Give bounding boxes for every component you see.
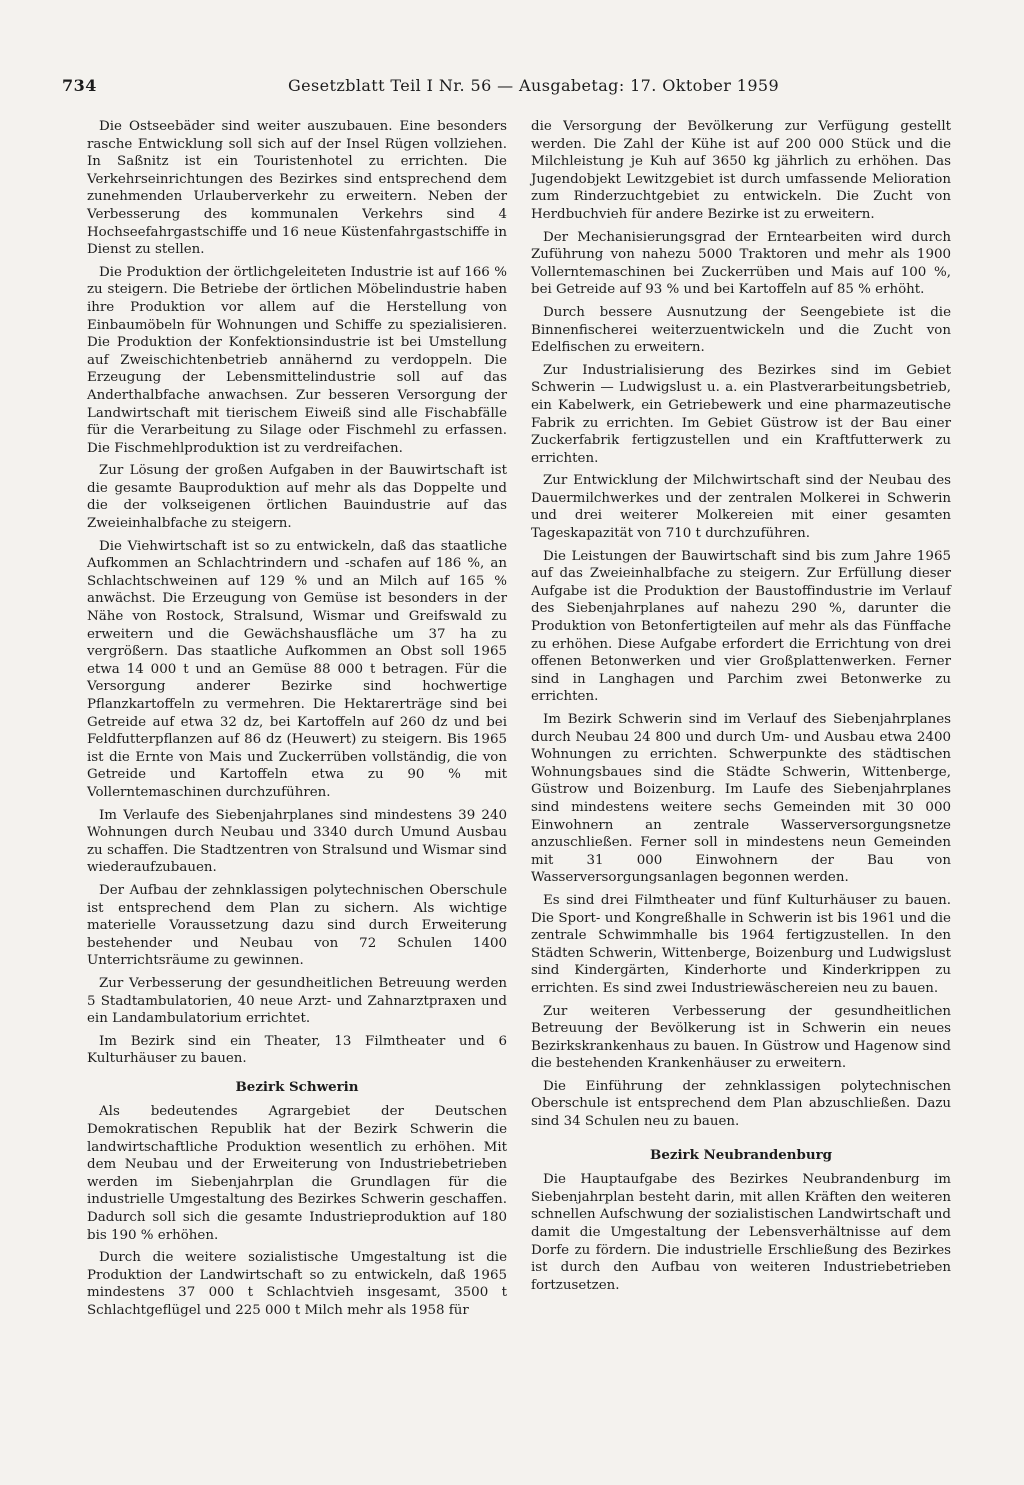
- paragraph: Zur weiteren Verbesserung der gesundheitlichen Betreuung der Bevölkerung ist in Schwerin ein neues Bezirkskrankenhaus zu bauen. In Güstrow und Hagenow sind die bestehenden Krankenhäuser zu erweitern.: [531, 1003, 951, 1072]
- paragraph: Im Bezirk sind ein Theater, 13 Filmtheater und 6 Kulturhäuser zu bauen.: [87, 1033, 507, 1067]
- paragraph: Zur Verbesserung der gesundheitlichen Betreuung werden 5 Stadtambulatorien, 40 neue Arzt- und Zahnarztpraxen und ein Landambulatorium errichtet.: [87, 975, 507, 1027]
- paragraph: Zur Entwicklung der Milchwirtschaft sind der Neubau des Dauermilchwerkes und der zentralen Molkerei in Schwerin und drei weiterer Molkereien mit einer gesamten Tageskapazität von 710 t durchzuführen.: [531, 473, 951, 542]
- paragraph: Es sind drei Filmtheater und fünf Kulturhäuser zu bauen. Die Sport- und Kongreßhalle in Schwerin ist bis 1961 und die zentrale Schwimmhalle bis 1964 fertigzustellen. In den Städten Schwerin, Wittenberge, Boizenburg und Ludwigslust sind Kindergärten, Kinderhorte und Kinderkrippen zu errichten. Es sind zwei Industriewäschereien neu zu bauen.: [531, 892, 951, 996]
- paragraph: Die Produktion der örtlichgeleiteten Industrie ist auf 166 % zu steigern. Die Betriebe der örtlichen Möbelindustrie haben ihre Produktion vor allem auf die Herstellung von Einbaumöbeln für Wohnungen und Schiffe zu spezialisieren. Die Produktion der Konfektionsindustrie ist bei Umstellung auf Zweischichtenbetrieb annähernd zu verdoppeln. Die Erzeugung der Lebensmittelindustrie soll auf das Anderthalbfache anwachsen. Zur besseren Versorgung der Landwirtschaft mit tierischem Eiweiß sind alle Fischabfälle für die Verarbeitung zu Silage oder Fischmehl zu erfassen. Die Fischmehlproduktion ist zu verdreifachen.: [87, 264, 507, 456]
- paragraph: Als bedeutendes Agrargebiet der Deutschen Demokratischen Republik hat der Bezirk Schwerin die landwirtschaftliche Produktion wesentlich zu erhöhen. Mit dem Neubau und der Erweiterung von Industriebetrieben werden im Siebenjahrplan die Grundlagen für die industrielle Umgestaltung des Bezirkes Schwerin geschaffen. Dadurch soll sich die gesamte Industrieproduktion auf 180 bis 190 % erhöhen.: [87, 1104, 507, 1243]
- section-heading-schwerin: Bezirk Schwerin: [235, 1078, 359, 1095]
- paragraph: Die Ostseebäder sind weiter auszubauen. Eine besonders rasche Entwicklung soll sich auf der Insel Rügen vollziehen. In Saßnitz ist ein Touristenhotel zu errichten. Die Verkehrseinrichtungen des Bezirkes sind entsprechend dem zunehmenden Urlauberverkehr zu erweitern. Neben der Verbesserung des kommunalen Verkehrs sind 4 Hochseefahrgastschiffe und 16 neue Küstenfahrgastschiffe in Dienst zu stellen.: [87, 119, 507, 258]
- paragraph: Im Verlaufe des Siebenjahrplanes sind mindestens 39 240 Wohnungen durch Neubau und 3340 durch Umund Ausbau zu schaffen. Die Stadtzentren von Stralsund und Wismar sind wiederaufzubauen.: [87, 807, 507, 876]
- paragraph: Die Viehwirtschaft ist so zu entwickeln, daß das staatliche Aufkommen an Schlachtrindern und -schafen auf 186 %, an Schlachtschweinen auf 129 % und an Milch auf 165 % anwächst. Die Erzeugung von Gemüse ist besonders in der Nähe von Rostock, Stralsund, Wismar und Greifswald zu erweitern und die Gewächshausfläche um 37 ha zu vergrößern. Das staatliche Aufkommen an Obst soll 1965 etwa 14 000 t und an Gemüse 88 000 t betragen. Für die Versorgung anderer Bezirke sind hochwertige Pflanzkartoffeln zu vermehren. Die Hektarerträge sind bei Getreide auf etwa 32 dz, bei Kartoffeln auf 260 dz und bei Feldfutterpflanzen auf 86 dz (Heuwert) zu steigern. Bis 1965 ist die Ernte von Mais und Zuckerrüben vollständig, die von Getreide und Kartoffeln etwa zu 90 % mit Vollerntemaschinen durchzuführen.: [87, 538, 507, 800]
- paragraph: Der Aufbau der zehnklassigen polytechnischen Oberschule ist entsprechend dem Plan zu sichern. Als wichtige materielle Voraussetzung dazu sind durch Erweiterung bestehender und Neubau von 72 Schulen 1400 Unterrichtsräume zu gewinnen.: [87, 882, 507, 969]
- section-heading-neubrandenburg: Bezirk Neubrandenburg: [650, 1146, 832, 1163]
- running-title: Gesetzblatt Teil I Nr. 56 — Ausgabetag: 17. Oktober 1959: [288, 76, 780, 95]
- page-number: 734: [62, 76, 97, 95]
- paragraph-continued: die Versorgung der Bevölkerung zur Verfügung gestellt werden. Die Zahl der Kühe ist auf 200 000 Stück und die Milchleistung je Kuh auf 3650 kg jährlich zu erhöhen. Das Jugendobjekt Lewitzgebiet ist durch umfassende Melioration zum Rinderzuchtgebiet zu entwickeln. Die Zucht von Herdbuchvieh für andere Bezirke ist zu erweitern.: [531, 119, 951, 222]
- paragraph: Durch bessere Ausnutzung der Seengebiete ist die Binnenfischerei weiterzuentwickeln und die Zucht von Edelfischen zu erweitern.: [531, 304, 951, 356]
- paragraph: Die Hauptaufgabe des Bezirkes Neubrandenburg im Siebenjahrplan besteht darin, mit allen Kräften den weiteren schnellen Aufschwung der sozialistischen Landwirtschaft und damit die Umgestaltung der Lebensverhältnisse auf dem Dorfe zu fördern. Die industrielle Erschließung des Bezirkes ist durch den Aufbau von weiteren Industriebetrieben fortzusetzen.: [531, 1172, 952, 1293]
- paragraph: Die Leistungen der Bauwirtschaft sind bis zum Jahre 1965 auf das Zweieinhalbfache zu steigern. Zur Erfüllung dieser Aufgabe ist die Produktion der Baustoffindustrie im Verlauf des Siebenjahrplanes auf nahezu 290 %, darunter die Produktion von Betonfertigteilen auf mehr als das Fünffache zu erhöhen. Diese Aufgabe erfordert die Errichtung von drei offenen Betonwerken und vier Großplattenwerken. Ferner sind in Langhagen und Parchim zwei Betonwerke zu errichten.: [531, 548, 951, 705]
- paragraph: Im Bezirk Schwerin sind im Verlauf des Siebenjahrplanes durch Neubau 24 800 und durch Um- und Ausbau etwa 2400 Wohnungen zu errichten. Schwerpunkte des städtischen Wohnungsbaues sind die Städte Schwerin, Wittenberge, Güstrow und Boizenburg. Im Laufe des Siebenjahrplanes sind mindestens weitere sechs Gemeinden mit 30 000 Einwohnern an zentrale Wasserversorgungsnetze anzuschließen. Ferner soll in mindestens neun Gemeinden mit 31 000 Einwohnern der Bau von Wasserversorgungsanlagen begonnen werden.: [531, 712, 951, 886]
- right-column: [531, 118, 951, 1299]
- paragraph: Zur Industrialisierung des Bezirkes sind im Gebiet Schwerin — Ludwigslust u. a. ein Plastverarbeitungsbetrieb, ein Kabelwerk, ein Getriebewerk und eine pharmazeutische Fabrik zu errichten. Im Gebiet Güstrow ist der Bau einer Zuckerfabrik fertigzustellen und ein Kraftfutterwerk zu errichten.: [531, 362, 951, 466]
- page-header: [62, 76, 962, 102]
- paragraph: Die Einführung der zehnklassigen polytechnischen Oberschule ist entsprechend dem Plan abzuschließen. Dazu sind 34 Schulen neu zu bauen.: [531, 1078, 951, 1130]
- paragraph: Durch die weitere sozialistische Umgestaltung ist die Produktion der Landwirtschaft so zu entwickeln, daß 1965 mindestens 37 000 t Schlachtvieh insgesamt, 3500 t Schlachtgeflügel und 225 000 t Milch mehr als 1958 für: [87, 1250, 507, 1318]
- left-column: [87, 118, 507, 1325]
- paragraph: Zur Lösung der großen Aufgaben in der Bauwirtschaft ist die gesamte Bauproduktion auf mehr als das Doppelte und die der volkseigenen örtlichen Bauindustrie auf das Zweieinhalbfache zu steigern.: [87, 463, 507, 532]
- paragraph: Der Mechanisierungsgrad der Erntearbeiten wird durch Zuführung von nahezu 5000 Traktoren und mehr als 1900 Vollerntemaschinen bei Zuckerrüben und Mais auf 100 %, bei Getreide auf 93 % und bei Kartoffeln auf 85 % erhöht.: [531, 229, 951, 298]
